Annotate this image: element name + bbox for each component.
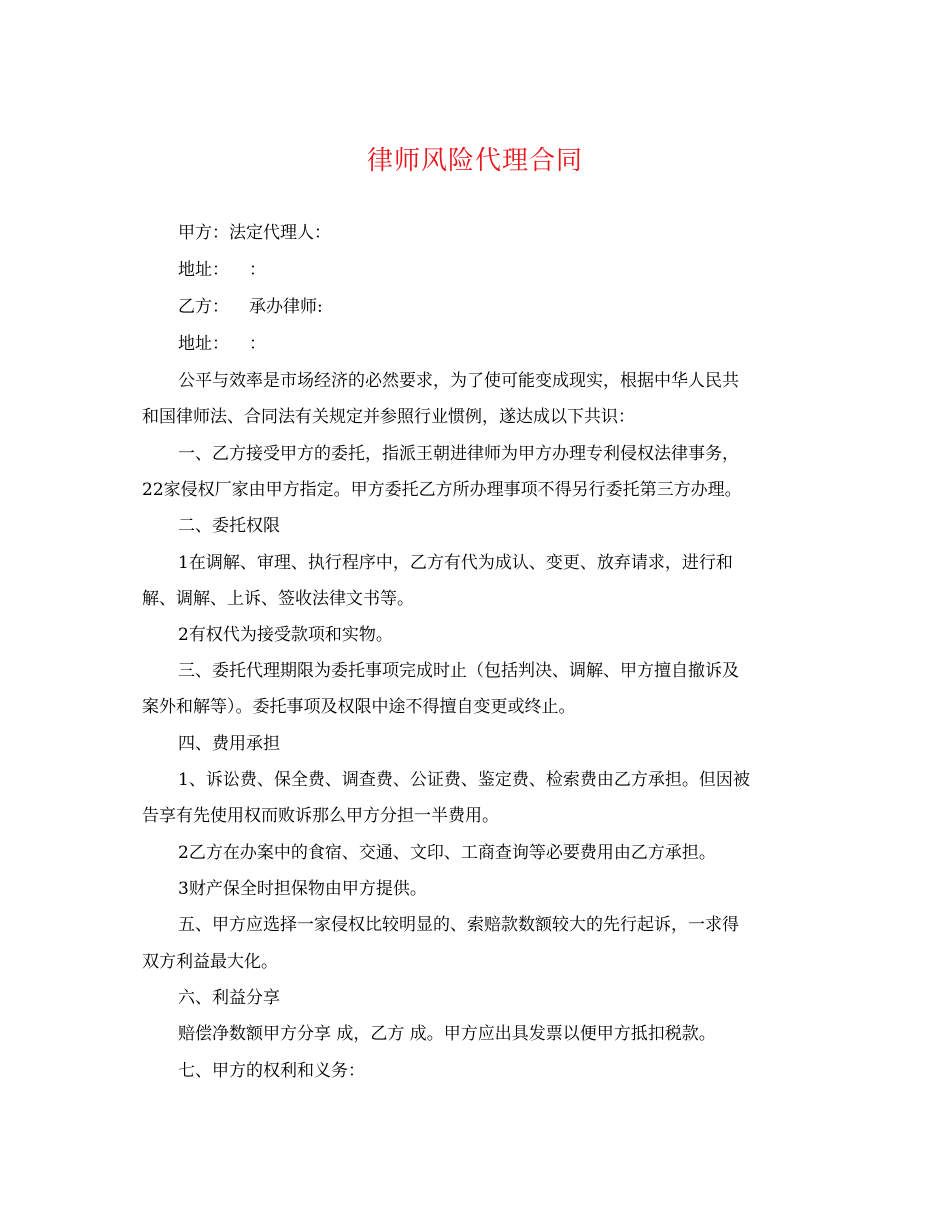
paragraph-line: 3财产保全时担保物由甲方提供。 bbox=[178, 879, 427, 899]
paragraph-line: 五、甲方应选择一家侵权比较明显的、索赔款数额较大的先行起诉，一求得 bbox=[178, 915, 739, 935]
paragraph-line: 1在调解、审理、执行程序中，乙方有代为成认、变更、放弃请求，进行和 bbox=[178, 553, 733, 573]
document-title: 律师风险代理合同 bbox=[366, 146, 583, 176]
paragraph-line: 案外和解等）。委托事项及权限中途不得擅自变更或终止。 bbox=[142, 697, 576, 717]
party-b-line bbox=[178, 296, 323, 318]
paragraph-line: 双方利益最大化。 bbox=[142, 952, 278, 972]
address-b-label: 地址： bbox=[178, 334, 229, 354]
paragraph-line: 三、委托代理期限为委托事项完成时止（包括判决、调解、甲方擅自撤诉及 bbox=[178, 661, 739, 681]
address-b-line bbox=[178, 333, 266, 355]
paragraph-line: 22家侵权厂家由甲方指定。甲方委托乙方所办理事项不得另行委托第三方办理。 bbox=[142, 480, 742, 500]
address-b-value: ： bbox=[249, 334, 266, 354]
lawyer-label: 承办律师: bbox=[249, 297, 323, 317]
legal-rep-label: 法定代理人： bbox=[229, 223, 331, 243]
paragraph-line: 一、乙方接受甲方的委托，指派王朝进律师为甲方办理专利侵权法律事务， bbox=[178, 444, 739, 464]
section-heading: 七、甲方的权利和义务： bbox=[178, 1061, 365, 1081]
address-a-value: ： bbox=[249, 260, 266, 280]
paragraph-line: 赔偿净数额甲方分享 成，乙方 成。甲方应出具发票以便甲方抵扣税款。 bbox=[178, 1024, 716, 1044]
paragraph-line: 2乙方在办案中的食宿、交通、文印、工商查询等必要费用由乙方承担。 bbox=[178, 843, 716, 863]
paragraph-line: 2有权代为接受款项和实物。 bbox=[178, 625, 393, 645]
section-heading: 二、委托权限 bbox=[178, 516, 280, 536]
address-a-label: 地址： bbox=[178, 260, 229, 280]
paragraph-line: 和国律师法、合同法有关规定并参照行业惯例，遂达成以下共识： bbox=[142, 407, 635, 427]
paragraph-line: 公平与效率是市场经济的必然要求，为了使可能变成现实，根据中华人民共 bbox=[178, 371, 739, 391]
section-heading: 六、利益分享 bbox=[178, 988, 280, 1008]
party-b-label: 乙方： bbox=[178, 297, 229, 317]
section-heading: 四、费用承担 bbox=[178, 734, 280, 754]
party-a-line bbox=[178, 222, 331, 244]
paragraph-line: 1、诉讼费、保全费、调查费、公证费、鉴定费、检索费由乙方承担。但因被 bbox=[178, 770, 750, 790]
paragraph-line: 告享有先使用权而败诉那么甲方分担一半费用。 bbox=[142, 806, 499, 826]
party-a-label: 甲方： bbox=[178, 223, 229, 243]
address-a-line bbox=[178, 259, 266, 281]
paragraph-line: 解、调解、上诉、签收法律文书等。 bbox=[142, 589, 414, 609]
